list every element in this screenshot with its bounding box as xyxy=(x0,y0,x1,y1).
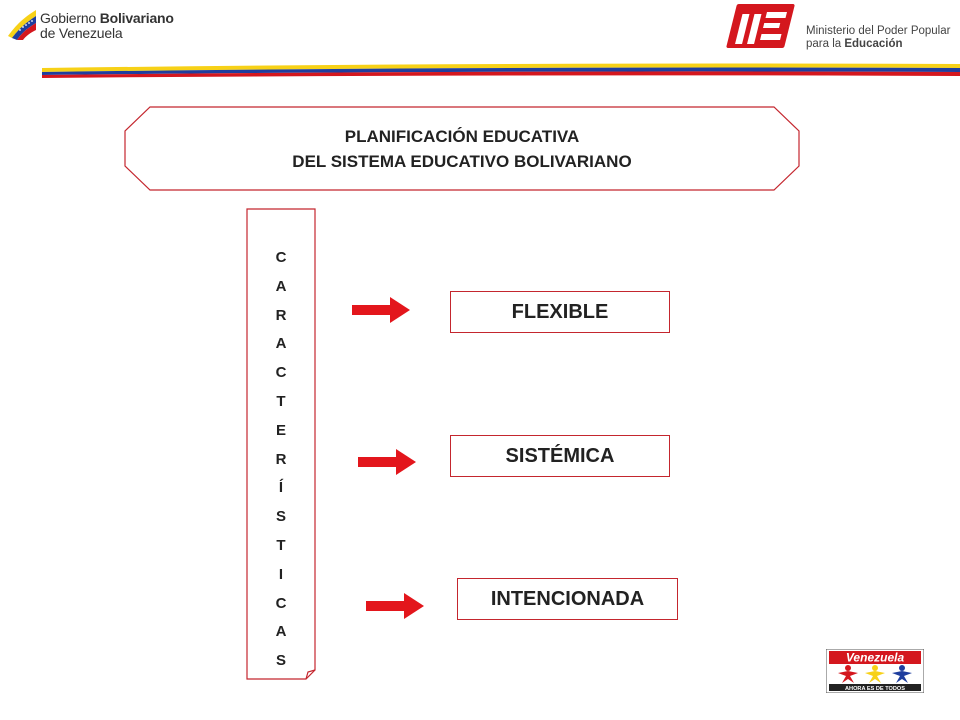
vertical-label xyxy=(246,244,316,676)
vertical-letter: C xyxy=(275,249,287,266)
title-banner xyxy=(124,106,800,191)
vertical-letter: Í xyxy=(278,479,284,497)
vertical-letter: T xyxy=(276,392,286,410)
gov-logo-line1: Gobierno Bolivariano xyxy=(40,10,174,26)
vertical-letter: E xyxy=(275,421,286,439)
flag-stripe xyxy=(42,62,960,78)
gobierno-bolivariano-logo xyxy=(6,4,206,40)
vertical-letter: S xyxy=(275,652,286,670)
flag-emblem-icon xyxy=(6,6,38,40)
characteristics-vertical-box xyxy=(246,208,316,680)
page-title: PLANIFICACIÓN EDUCATIVA DEL SISTEMA EDUCATIVO BOLIVARIANO xyxy=(292,126,632,171)
gov-logo-line2: de Venezuela xyxy=(40,25,123,41)
arrow-right-icon xyxy=(352,297,410,323)
vertical-letter: R xyxy=(275,306,287,324)
vertical-letter: I xyxy=(278,565,284,583)
vertical-letter: A xyxy=(275,335,287,353)
vertical-letter: C xyxy=(275,594,287,612)
ministry-name: Ministerio del Poder Popular para la Educación xyxy=(806,25,951,50)
vertical-letter: A xyxy=(275,277,287,295)
characteristic-box-intencionada: INTENCIONADA xyxy=(457,578,678,620)
me-mark-icon xyxy=(722,0,806,52)
footer-logo-subtitle: AHORA ES DE TODOS xyxy=(845,686,905,692)
venezuela-ahora-es-de-todos-logo xyxy=(826,649,924,693)
vertical-letter: T xyxy=(276,536,286,554)
characteristic-box-flexible: FLEXIBLE xyxy=(450,291,670,333)
vertical-letter: R xyxy=(275,450,287,468)
arrow-right-icon xyxy=(358,449,416,475)
ministry-logo xyxy=(722,0,958,52)
footer-logo-title: Venezuela xyxy=(845,650,905,665)
vertical-letter: C xyxy=(275,364,287,382)
vertical-letter: S xyxy=(275,508,286,526)
vertical-letter: A xyxy=(275,623,287,641)
characteristic-box-sistemica: SISTÉMICA xyxy=(450,435,670,477)
arrow-right-icon xyxy=(366,593,424,619)
